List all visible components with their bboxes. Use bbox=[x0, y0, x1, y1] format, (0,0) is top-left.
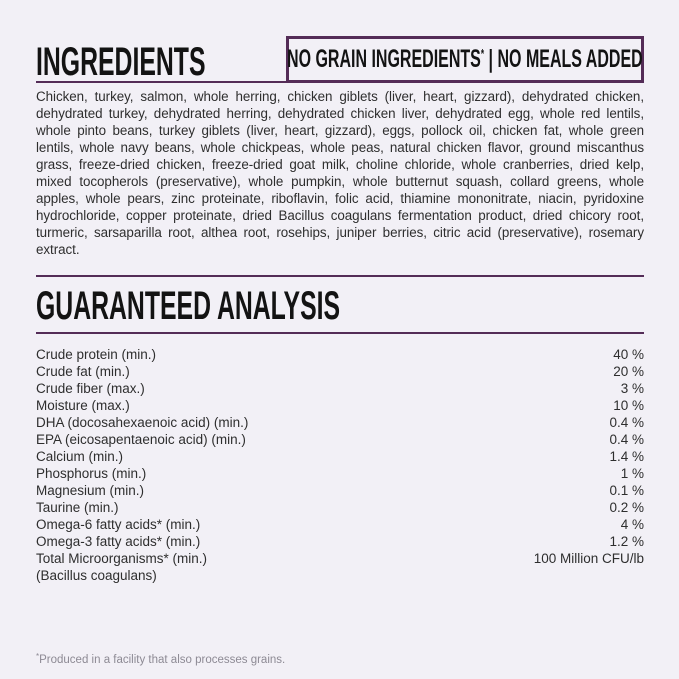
ingredients-list-text: Chicken, turkey, salmon, whole herring, chicken giblets (liver, heart, gizzard), dehydrated chicken, dehydrated turkey, dehydrated herring, dehydrated chicken liver, dehydrated egg, whole red lentils, whole pinto beans, turkey giblets (liver, heart, gizzard), eggs, pollock oil, chicken fat, whole green lentils, whole navy beans, whole chickpeas, whole peas, natural chicken flavor, ground miscanthus grass, freeze-dried chicken, freeze-dried goat milk, choline chloride, whole cranberries, dried kelp, mixed tocopherols (preservative), whole pumpkin, whole butternut squash, collard greens, whole apples, whole pears, zinc proteinate, riboflavin, folic acid, thiamine mononitrate, niacin, pyridoxine hydrochloride, copper proteinate, dried Bacillus coagulans fermentation product, dried chicory root, turmeric, sarsaparilla root, althea root, rosehips, juniper berries, citric acid (preservative), rosemary extract. bbox=[36, 89, 644, 257]
table-row bbox=[36, 533, 644, 550]
badge-right-text: NO MEALS ADDED bbox=[497, 45, 643, 73]
footnote-asterisk: * bbox=[36, 652, 40, 661]
row-value: 0.4 % bbox=[609, 415, 644, 430]
table-row bbox=[36, 363, 644, 380]
row-value: 40 % bbox=[613, 347, 644, 362]
divider-above-analysis-title bbox=[36, 275, 644, 277]
row-value: 1.4 % bbox=[609, 449, 644, 464]
table-row bbox=[36, 397, 644, 414]
row-label: Moisture (max.) bbox=[36, 398, 130, 413]
table-row bbox=[36, 550, 644, 567]
row-value: 20 % bbox=[613, 364, 644, 379]
no-grain-badge-box bbox=[286, 36, 644, 83]
row-label: Omega-6 fatty acids* (min.) bbox=[36, 517, 201, 532]
row-value: 0.1 % bbox=[609, 483, 644, 498]
row-value: 0.2 % bbox=[609, 500, 644, 515]
ingredients-header bbox=[36, 36, 644, 83]
row-label: Calcium (min.) bbox=[36, 449, 124, 464]
row-label: Taurine (min.) bbox=[36, 500, 119, 515]
row-label: EPA (eicosapentaenoic acid) (min.) bbox=[36, 432, 246, 447]
table-row bbox=[36, 380, 644, 397]
row-label: Total Microorganisms* (min.) bbox=[36, 551, 208, 566]
row-label: Magnesium (min.) bbox=[36, 483, 145, 498]
divider-under-analysis-title bbox=[36, 332, 644, 334]
table-row bbox=[36, 448, 644, 465]
row-value: 3 % bbox=[620, 381, 644, 396]
badge-separator: | bbox=[488, 45, 494, 73]
row-value: 1.2 % bbox=[609, 534, 644, 549]
row-label: (Bacillus coagulans) bbox=[36, 568, 157, 583]
row-label: Crude fat (min.) bbox=[36, 364, 130, 379]
guaranteed-analysis-table bbox=[36, 346, 644, 584]
row-label: Omega-3 fatty acids* (min.) bbox=[36, 534, 201, 549]
row-value: 4 % bbox=[620, 517, 644, 532]
badge-left-text: NO GRAIN INGREDIENTS bbox=[287, 45, 481, 73]
row-value: 10 % bbox=[613, 398, 644, 413]
row-value: 1 % bbox=[620, 466, 644, 481]
table-row bbox=[36, 482, 644, 499]
guaranteed-analysis-title: GUARANTEED ANALYSIS bbox=[36, 284, 341, 328]
row-value: 100 Million CFU/lb bbox=[533, 551, 644, 566]
row-label: Phosphorus (min.) bbox=[36, 466, 147, 481]
table-row bbox=[36, 431, 644, 448]
table-row bbox=[36, 414, 644, 431]
no-grain-badge-text bbox=[287, 45, 643, 74]
row-label: DHA (docosahexaenoic acid) (min.) bbox=[36, 415, 249, 430]
ingredients-title: INGREDIENTS bbox=[36, 40, 206, 84]
table-row bbox=[36, 516, 644, 533]
row-value: 0.4 % bbox=[609, 432, 644, 447]
footnote-text: Produced in a facility that also processes grains. bbox=[39, 654, 286, 666]
table-row bbox=[36, 346, 644, 363]
table-row bbox=[36, 499, 644, 516]
row-label: Crude protein (min.) bbox=[36, 347, 157, 362]
grain-facility-footnote bbox=[36, 650, 285, 667]
table-row bbox=[36, 465, 644, 482]
badge-asterisk: * bbox=[480, 46, 485, 61]
row-label: Crude fiber (max.) bbox=[36, 381, 145, 396]
table-row bbox=[36, 567, 644, 584]
